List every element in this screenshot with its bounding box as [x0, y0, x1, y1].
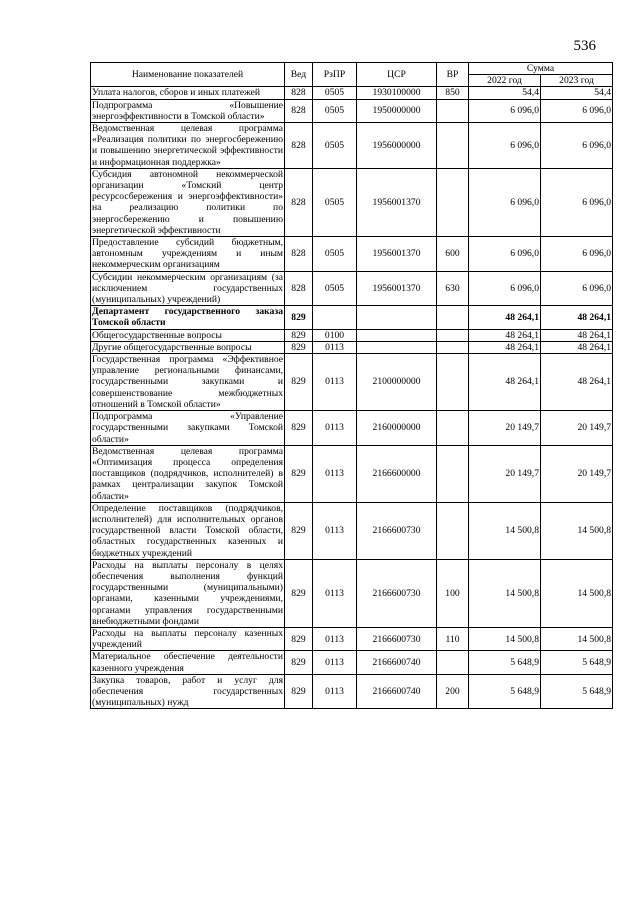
row-sum-2022-cell: 48 264,1: [469, 341, 541, 353]
row-name-cell: Расходы на выплаты персоналу казенных учреждений: [92, 627, 283, 651]
header-rzpr: РзПР: [313, 63, 357, 87]
row-ved-cell: 828: [285, 123, 313, 169]
table-row: [91, 329, 613, 341]
row-sum-2022-cell: 48 264,1: [469, 354, 541, 411]
table-row: [91, 502, 613, 559]
row-vr-cell: [437, 502, 469, 559]
row-csr-cell: 2166600730: [357, 502, 437, 559]
row-sum-2023-cell: 48 264,1: [541, 341, 613, 353]
table-row: [91, 123, 613, 169]
row-csr-cell: 1956001370: [357, 237, 437, 272]
row-name-cell: Департамент государственного заказа Томской области: [92, 306, 283, 329]
row-name-cell: Государственная программа «Эффективное управление региональными финансами, государственными закупками и совершенствование межбюджетных отношений в Томской области»: [92, 354, 283, 410]
row-vr-cell: [437, 411, 469, 446]
row-rzpr-cell: 0113: [313, 559, 357, 627]
row-ved-cell: 829: [285, 329, 313, 341]
table-row: [91, 271, 613, 306]
table-row: [91, 559, 613, 627]
row-csr-cell: 2166600000: [357, 445, 437, 502]
row-csr-cell: 1956001370: [357, 168, 437, 236]
row-sum-2023-cell: 6 096,0: [541, 168, 613, 236]
row-sum-2023-cell: 20 149,7: [541, 445, 613, 502]
row-sum-2022-cell: 6 096,0: [469, 99, 541, 122]
row-csr-cell: [357, 306, 437, 329]
row-sum-2022-cell: 6 096,0: [469, 123, 541, 169]
row-ved-cell: 829: [285, 559, 313, 627]
table-row: [91, 168, 613, 236]
row-rzpr-cell: 0505: [313, 87, 357, 99]
row-ved-cell: 828: [285, 271, 313, 306]
row-sum-2022-cell: 48 264,1: [469, 306, 541, 329]
row-name-cell: Расходы на выплаты персоналу в целях обеспечения выполнения функций государственными (муниципальными) органами, казенными учреждениями, органами управления государственными внебюджетными фондами: [92, 559, 283, 627]
row-sum-2022-cell: 14 500,8: [469, 502, 541, 559]
row-csr-cell: 1956001370: [357, 271, 437, 306]
row-sum-2023-cell: 6 096,0: [541, 237, 613, 272]
row-vr-cell: [437, 306, 469, 329]
row-sum-2023-cell: 54,4: [541, 87, 613, 99]
row-ved-cell: 829: [285, 502, 313, 559]
row-name-cell: Закупка товаров, работ и услуг для обеспечения государственных (муниципальных) нужд: [92, 674, 283, 709]
row-csr-cell: 2166600730: [357, 627, 437, 650]
row-csr-cell: [357, 341, 437, 353]
row-csr-cell: 1930100000: [357, 87, 437, 99]
row-name-cell: Общегосударственные вопросы: [91, 329, 285, 341]
row-sum-2023-cell: 20 149,7: [541, 411, 613, 446]
row-ved-cell: 829: [285, 445, 313, 502]
row-ved-cell: 829: [285, 411, 313, 446]
row-rzpr-cell: 0113: [313, 411, 357, 446]
row-csr-cell: 2160000000: [357, 411, 437, 446]
row-rzpr-cell: 0113: [313, 341, 357, 353]
row-vr-cell: [437, 329, 469, 341]
row-name-cell: Материальное обеспечение деятельности казенного учреждения: [92, 651, 283, 674]
row-ved-cell: 829: [285, 341, 313, 353]
row-rzpr-cell: 0113: [313, 674, 357, 709]
row-vr-cell: [437, 168, 469, 236]
header-name: Наименование показателей: [91, 63, 285, 87]
row-vr-cell: 630: [437, 271, 469, 306]
header-ved: Вед: [285, 63, 313, 87]
row-csr-cell: 2166600740: [357, 651, 437, 674]
row-name-cell: Субсидия автономной некоммерческой организации «Томский центр ресурсосбережения и энергоэффективности» на реализацию политики по энергосбережению и повышению энергетической эффективности: [92, 168, 283, 236]
table-row: [91, 627, 613, 650]
table-row: [91, 411, 613, 446]
table-row: [91, 651, 613, 674]
row-sum-2023-cell: 14 500,8: [541, 627, 613, 650]
row-ved-cell: 829: [285, 627, 313, 650]
table-row: [91, 341, 613, 353]
row-sum-2023-cell: 6 096,0: [541, 123, 613, 169]
row-sum-2023-cell: 5 648,9: [541, 651, 613, 674]
row-vr-cell: 200: [437, 674, 469, 709]
row-rzpr-cell: 0505: [313, 237, 357, 272]
row-csr-cell: 1956000000: [357, 123, 437, 169]
row-rzpr-cell: 0113: [313, 354, 357, 411]
header-year-2022: 2022 год: [469, 75, 541, 87]
table-row: [91, 306, 613, 329]
row-name-cell: Уплата налогов, сборов и иных платежей: [91, 87, 285, 99]
row-rzpr-cell: 0113: [313, 651, 357, 674]
row-sum-2022-cell: 5 648,9: [469, 651, 541, 674]
row-rzpr-cell: 0505: [313, 271, 357, 306]
row-ved-cell: 829: [285, 674, 313, 709]
row-sum-2022-cell: 6 096,0: [469, 271, 541, 306]
row-sum-2023-cell: 48 264,1: [541, 354, 613, 411]
row-csr-cell: [357, 329, 437, 341]
row-name-cell: Определение поставщиков (подрядчиков, исполнителей) для исполнительных органов государственной власти Томской области, областных государственных казенных и бюджетных учреждений: [92, 502, 283, 559]
row-sum-2023-cell: 48 264,1: [541, 306, 613, 329]
row-vr-cell: 110: [437, 627, 469, 650]
row-name-cell: Ведомственная целевая программа «Реализация политики по энергосбережению и повышению энергетической эффективности и информационная поддержка»: [92, 123, 283, 168]
table-row: [91, 237, 613, 272]
row-name-cell: Другие общегосударственные вопросы: [91, 341, 285, 353]
row-ved-cell: 828: [285, 87, 313, 99]
row-ved-cell: 829: [285, 354, 313, 411]
row-rzpr-cell: 0113: [313, 502, 357, 559]
row-rzpr-cell: [313, 306, 357, 329]
row-ved-cell: 828: [285, 99, 313, 122]
row-rzpr-cell: 0505: [313, 168, 357, 236]
row-sum-2023-cell: 14 500,8: [541, 559, 613, 627]
row-sum-2023-cell: 14 500,8: [541, 502, 613, 559]
row-vr-cell: [437, 341, 469, 353]
row-name-cell: Предоставление субсидий бюджетным, автономным учреждениям и иным некоммерческим организациям: [92, 237, 283, 271]
row-sum-2022-cell: 6 096,0: [469, 168, 541, 236]
table-body: [91, 87, 613, 709]
row-ved-cell: 829: [285, 306, 313, 329]
header-year-2023: 2023 год: [541, 75, 613, 87]
row-name-cell: Подпрограмма «Управление государственными закупками Томской области»: [92, 411, 283, 445]
page-number: 536: [573, 38, 596, 54]
row-rzpr-cell: 0505: [313, 123, 357, 169]
row-sum-2022-cell: 20 149,7: [469, 445, 541, 502]
table-row: [91, 354, 613, 411]
row-csr-cell: 2166600730: [357, 559, 437, 627]
row-vr-cell: 100: [437, 559, 469, 627]
row-vr-cell: [437, 651, 469, 674]
row-ved-cell: 828: [285, 237, 313, 272]
table-row: [91, 445, 613, 502]
row-sum-2022-cell: 48 264,1: [469, 329, 541, 341]
row-vr-cell: [437, 99, 469, 122]
header-vr: ВР: [437, 63, 469, 87]
row-ved-cell: 829: [285, 651, 313, 674]
row-name-cell: Подпрограмма «Повышение энергоэффективности в Томской области»: [92, 99, 283, 122]
row-rzpr-cell: 0113: [313, 445, 357, 502]
row-vr-cell: [437, 354, 469, 411]
row-rzpr-cell: 0100: [313, 329, 357, 341]
row-sum-2022-cell: 20 149,7: [469, 411, 541, 446]
row-name-cell: Субсидии некоммерческим организациям (за исключением государственных (муниципальных) учреждений): [92, 271, 283, 306]
row-sum-2023-cell: 5 648,9: [541, 674, 613, 709]
table-row: [91, 87, 613, 99]
row-sum-2022-cell: 14 500,8: [469, 627, 541, 650]
row-ved-cell: 828: [285, 168, 313, 236]
row-rzpr-cell: 0505: [313, 99, 357, 122]
row-sum-2022-cell: 14 500,8: [469, 559, 541, 627]
header-sum: Сумма: [469, 63, 613, 75]
table-row: [91, 99, 613, 122]
row-sum-2023-cell: 6 096,0: [541, 271, 613, 306]
row-vr-cell: 850: [437, 87, 469, 99]
row-rzpr-cell: 0113: [313, 627, 357, 650]
row-vr-cell: [437, 123, 469, 169]
table-row: [91, 674, 613, 709]
row-sum-2022-cell: 6 096,0: [469, 237, 541, 272]
row-sum-2023-cell: 48 264,1: [541, 329, 613, 341]
budget-table: [90, 62, 613, 709]
row-sum-2023-cell: 6 096,0: [541, 99, 613, 122]
header-csr: ЦСР: [357, 63, 437, 87]
row-csr-cell: 1950000000: [357, 99, 437, 122]
row-csr-cell: 2100000000: [357, 354, 437, 411]
row-vr-cell: 600: [437, 237, 469, 272]
row-vr-cell: [437, 445, 469, 502]
row-sum-2022-cell: 5 648,9: [469, 674, 541, 709]
row-csr-cell: 2166600740: [357, 674, 437, 709]
row-sum-2022-cell: 54,4: [469, 87, 541, 99]
header-row: [91, 63, 613, 75]
row-name-cell: Ведомственная целевая программа «Оптимизация процесса определения поставщиков (подрядчиков, исполнителей) в рамках централизации закупок Томской области»: [92, 445, 283, 502]
